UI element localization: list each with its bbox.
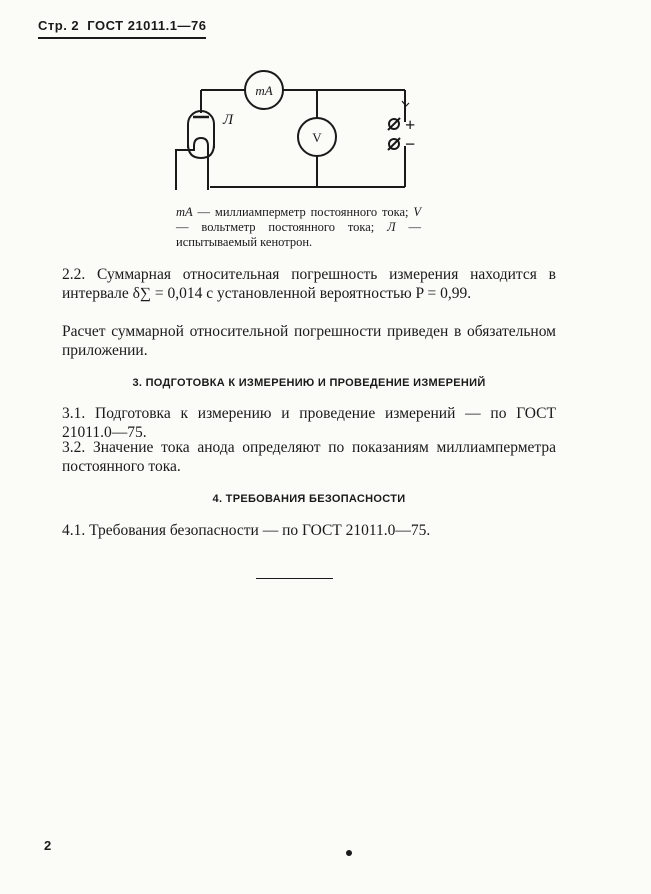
page-dot <box>346 850 352 856</box>
section-3-title: 3. ПОДГОТОВКА К ИЗМЕРЕНИЮ И ПРОВЕДЕНИЕ ИЗМЕРЕНИЙ <box>132 377 486 389</box>
milliammeter-label: mA <box>255 83 273 98</box>
paragraph-3-1: 3.1. Подготовка к измерению и проведение измерений — по ГОСТ 21011.0—75. <box>62 405 556 441</box>
figure-caption <box>176 205 421 250</box>
caption-symbol-l: Л <box>387 220 396 234</box>
section-4-title: 4. ТРЕБОВАНИЯ БЕЗОПАСНОСТИ <box>212 493 406 505</box>
paragraph-2-2: 2.2. Суммарная относительная погрешность измерения находится в интервале δ∑ = 0,014 с установленной вероятностью P = 0,99. <box>62 266 556 302</box>
paragraph-4-1: 4.1. Требования безопасности — по ГОСТ 21011.0—75. <box>62 522 431 539</box>
tube-filament <box>194 138 208 146</box>
page-label: Стр. 2 <box>38 18 80 33</box>
caption-text-l: — испытываемый кенотрон. <box>176 220 421 249</box>
paragraph-3-2: 3.2. Значение тока анода определяют по показаниям миллиамперметра постоянного тока. <box>62 439 556 475</box>
standard-number: ГОСТ 21011.1—76 <box>87 18 207 33</box>
caption-symbol-ma: mA <box>176 205 193 219</box>
terminal-minus-label: − <box>405 134 416 154</box>
terminal-plus-label: + <box>405 115 416 135</box>
paragraph-2-2-b: Расчет суммарной относительной погрешности приведен в обязательном приложении. <box>62 323 556 359</box>
page-number: 2 <box>44 838 52 853</box>
caption-text-ma: — миллиамперметр постоянного тока; <box>192 205 414 219</box>
end-rule <box>256 578 333 579</box>
tube-label: Л <box>223 112 234 128</box>
caption-symbol-v: V <box>413 205 421 219</box>
caption-text-v: — вольтметр постоянного тока; <box>176 220 388 234</box>
heater-lead-left <box>176 146 194 190</box>
voltmeter-label: V <box>312 130 322 145</box>
